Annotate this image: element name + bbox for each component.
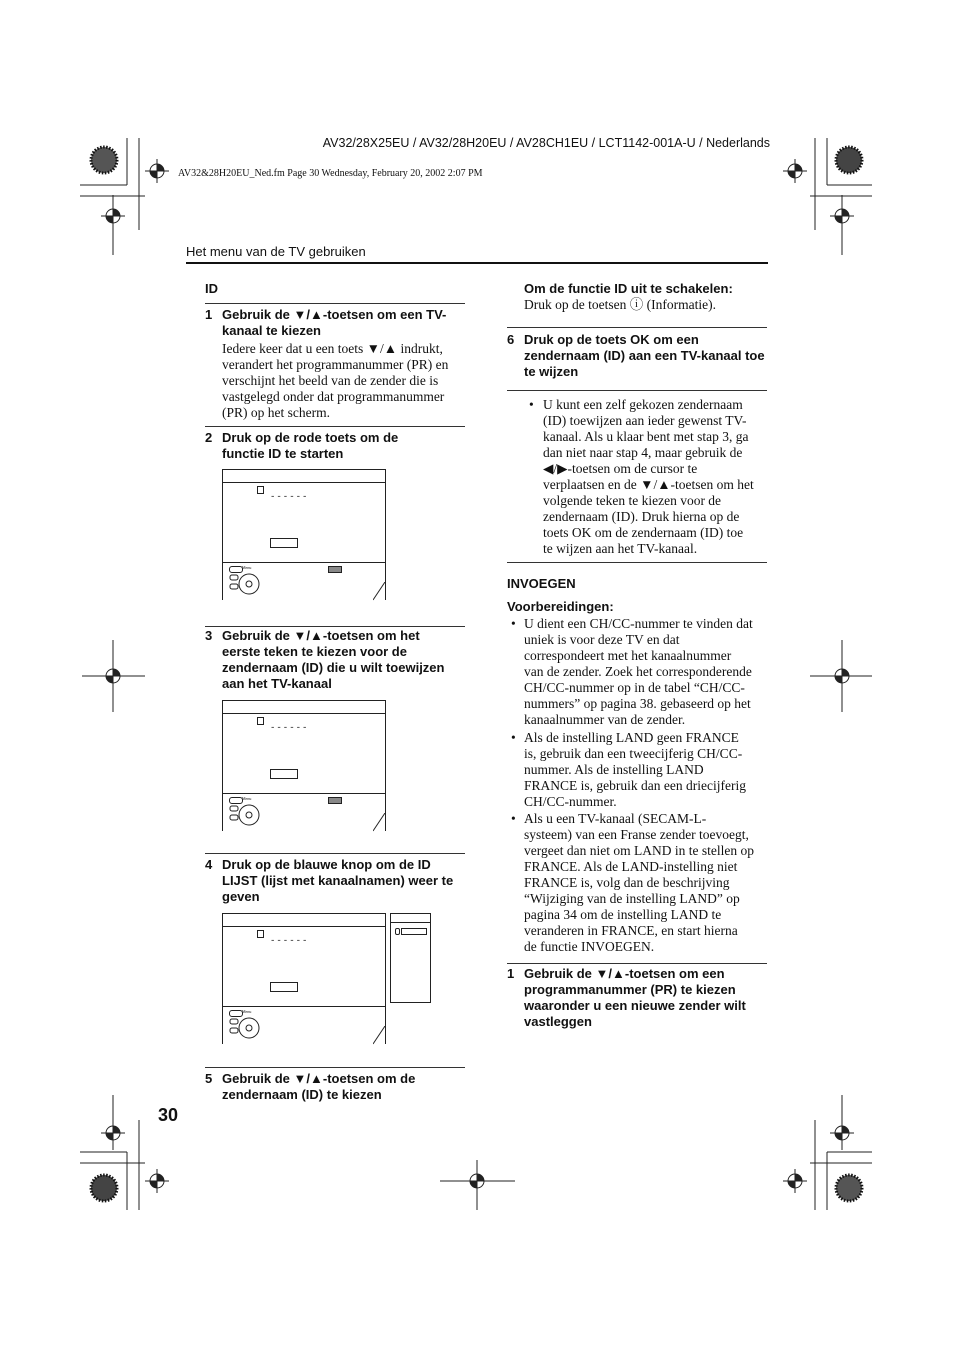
step-number: 1 xyxy=(205,307,213,322)
body-line: uniek is voor deze TV en dat xyxy=(524,632,680,647)
off-text: Druk op de toetsen ⓘ (Informatie). xyxy=(524,297,716,312)
list-marker-icon xyxy=(395,928,400,935)
step-number: 2 xyxy=(205,430,213,445)
step-title: Druk op de rode toets om de functie ID te starten xyxy=(222,430,399,461)
input-box xyxy=(270,538,298,548)
body-line: FRANCE is, gebruik dan een driecijferig xyxy=(524,778,746,793)
body-line: Iedere keer dat u een toets ▼/▲ indrukt, xyxy=(222,341,443,356)
bullet-dot: • xyxy=(511,811,516,826)
section-divider xyxy=(507,562,767,563)
input-box xyxy=(270,982,298,992)
color-key-icon xyxy=(328,566,342,573)
body-line: is, gebruik dan een tweecijferig CH/CC- xyxy=(524,746,743,761)
step-title: Druk op de blauwe knop om de ID LIJST (lijst met kanaalnamen) weer te geven xyxy=(222,857,454,904)
lock-icon xyxy=(257,717,264,725)
body-line: toets OK om de zendernaam (ID) toe xyxy=(543,525,744,540)
lock-icon xyxy=(257,486,264,494)
screen-divider xyxy=(223,793,385,794)
menu-label: Menu xyxy=(242,796,252,801)
id-heading: ID xyxy=(205,281,218,296)
invoegen-heading: INVOEGEN xyxy=(507,576,576,591)
step-number: 5 xyxy=(205,1071,213,1086)
step-divider xyxy=(205,853,465,854)
body-line: verschijnt het beeld van de zender die is xyxy=(222,373,439,388)
step-body xyxy=(222,341,472,421)
body-line: van de zender. Zoek het corresponderende xyxy=(524,664,752,679)
body-line: Als de instelling LAND geen FRANCE xyxy=(524,730,739,745)
screen-corner xyxy=(373,813,386,832)
body-line: ◀/▶-toetsen om de cursor te xyxy=(543,461,698,476)
menu-label: Menu xyxy=(242,1009,252,1014)
screen-corner xyxy=(373,582,386,601)
body-line: dan niet naar stap 4, maar gebruik de xyxy=(543,445,743,460)
remote-dpad-icon xyxy=(229,572,263,598)
body-line: FRANCE is, volg dan de beschrijving xyxy=(524,875,730,890)
body-line: kanaalnummer van de zender. xyxy=(524,712,686,727)
body-line: nummers” op pagina 38. gebaseerd op het xyxy=(524,696,751,711)
id-dashes: ------ xyxy=(270,936,309,946)
voorbereidingen-heading: Voorbereidingen: xyxy=(507,599,614,614)
tv-screen-illustration xyxy=(222,700,386,831)
step-divider xyxy=(205,626,465,627)
file-info-line: AV32&28H20EU_Ned.fm Page 30 Wednesday, February 20, 2002 2:07 PM xyxy=(178,168,483,179)
screen-title-bar xyxy=(223,713,385,714)
section-title: Het menu van de TV gebruiken xyxy=(186,244,366,259)
body-line: FRANCE. Als de LAND-instelling niet xyxy=(524,859,738,874)
body-line: “Wijziging van de instelling LAND” op xyxy=(524,891,740,906)
menu-label: Menu xyxy=(242,565,252,570)
header-rule xyxy=(186,262,768,264)
body-line: U dient een CH/CC-nummer te vinden dat xyxy=(524,616,753,631)
id-dashes: ------ xyxy=(270,492,309,502)
body-line: zendernaam (ID). Druk hierna op de xyxy=(543,509,740,524)
prep-bullet xyxy=(524,730,770,810)
remote-dpad-icon xyxy=(229,803,263,829)
off-title: Om de functie ID uit te schakelen: xyxy=(524,281,733,296)
screen-divider xyxy=(223,1006,385,1007)
prep-bullet xyxy=(524,811,770,955)
step-title: Gebruik de ▼/▲-toetsen om het eerste teken te kiezen voor de zendernaam (ID) die u wilt toewijzen aan het TV-kanaal xyxy=(222,628,445,691)
tv-screen-illustration xyxy=(222,469,386,600)
body-line: kanaal. Als u klaar bent met stap 3, ga xyxy=(543,429,749,444)
body-line: volgende teken te kiezen voor de xyxy=(543,493,722,508)
step-number: 1 xyxy=(507,966,515,981)
bullet-dot: • xyxy=(511,730,516,745)
bullet-dot: • xyxy=(529,397,534,412)
body-line: CH/CC-nummer. xyxy=(524,794,617,809)
body-line: systeem) van een Franse zender toevoegt, xyxy=(524,827,749,842)
screen-divider xyxy=(223,562,385,563)
step-divider xyxy=(205,426,465,427)
step-divider xyxy=(205,1067,465,1068)
step-number: 3 xyxy=(205,628,213,643)
step-title: Gebruik de ▼/▲-toetsen om de zendernaam (ID) te kiezen xyxy=(222,1071,416,1102)
body-line: te wijzen aan het TV-kanaal. xyxy=(543,541,698,556)
body-line: verplaatsen en de ▼/▲-toetsen om het xyxy=(543,477,754,492)
model-line: AV32/28X25EU / AV32/28H20EU / AV28CH1EU / LCT1142-001A-U / Nederlands xyxy=(322,136,770,150)
step-divider xyxy=(507,390,767,391)
body-line: correspondeert met het kanaalnummer xyxy=(524,648,732,663)
body-line: verandert het programmanummer (PR) en xyxy=(222,357,449,372)
body-line: pagina 34 om de instelling LAND te xyxy=(524,907,722,922)
body-line: Als u een TV-kanaal (SECAM-L- xyxy=(524,811,707,826)
step-number: 6 xyxy=(507,332,515,347)
remote-dpad-icon xyxy=(229,1016,263,1042)
body-line: nummer. Als de instelling LAND xyxy=(524,762,704,777)
body-line: (ID) toewijzen aan ieder gewenst TV- xyxy=(543,413,747,428)
prep-bullet xyxy=(524,616,770,728)
list-selection-box xyxy=(401,928,427,935)
lock-icon xyxy=(257,930,264,938)
body-line: CH/CC-nummer op in de tabel “CH/CC- xyxy=(524,680,745,695)
step-divider xyxy=(205,303,465,304)
id-dashes: ------ xyxy=(270,723,309,733)
step-divider xyxy=(507,963,767,964)
body-line: vergeet dan niet om LAND in te stellen op xyxy=(524,843,754,858)
step-title: Druk op de toets OK om een zendernaam (ID) aan een TV-kanaal toe te wijzen xyxy=(524,332,765,379)
body-line: veranderen in FRANCE, en start hierna xyxy=(524,923,738,938)
body-line: (PR) op het scherm. xyxy=(222,405,330,420)
body-line: de functie INVOEGEN. xyxy=(524,939,655,954)
tv-screen-illustration xyxy=(222,913,386,1044)
color-key-icon xyxy=(328,797,342,804)
screen-title-bar xyxy=(223,482,385,483)
bullet-dot: • xyxy=(511,616,516,631)
page-number: 30 xyxy=(158,1105,179,1125)
screen-title-bar xyxy=(223,926,385,927)
body-line: U kunt een zelf gekozen zendernaam xyxy=(543,397,743,412)
step-title: Gebruik de ▼/▲-toetsen om een programmanummer (PR) te kiezen waaronder u een nieuwe zender wilt vastleggen xyxy=(524,966,746,1029)
input-box xyxy=(270,769,298,779)
id-list-panel xyxy=(390,913,431,1003)
step-title: Gebruik de ▼/▲-toetsen om een TV-kanaal te kiezen xyxy=(222,307,447,338)
body-line: vastgelegd onder dat programmanummer xyxy=(222,389,445,404)
screen-corner xyxy=(373,1026,386,1045)
step6-bullet xyxy=(543,397,769,557)
step-divider xyxy=(507,327,767,328)
step-number: 4 xyxy=(205,857,213,872)
panel-title-bar xyxy=(391,922,430,923)
